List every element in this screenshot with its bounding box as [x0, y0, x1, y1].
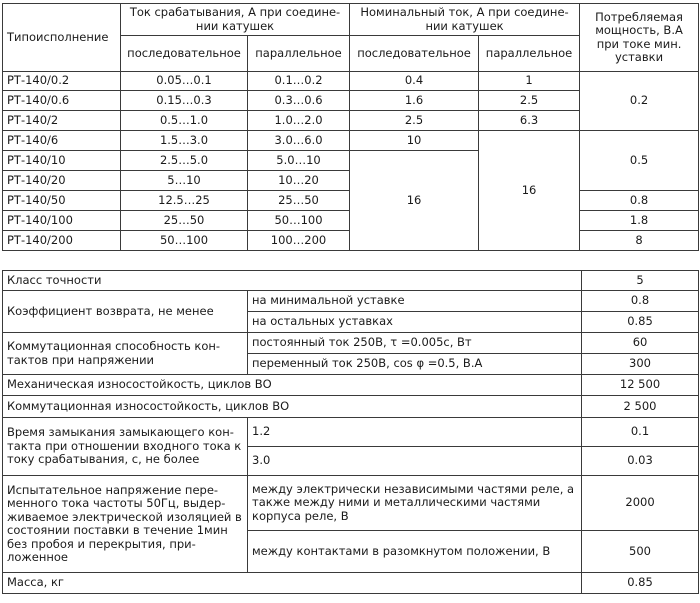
mass-value: 0.85 — [582, 573, 699, 594]
test-voltage-label: Испытательное напряжение пере-менного тока частоты 50Гц, выдер-живаемое электрической изоляцией в состоянии поставки в течение 1мин без пробоя и перекрытия, при-ложенное — [3, 476, 248, 573]
relay-types-table — [2, 3, 699, 251]
power-cell: 1.8 — [580, 211, 699, 231]
test-parts-value: 2000 — [582, 476, 699, 531]
switching-dc-label: постоянный ток 250В, τ =0.005с, Вт — [248, 333, 582, 354]
trip-parallel-cell: 0.1…0.2 — [248, 72, 350, 91]
header-nominal-parallel: параллельное — [479, 36, 580, 72]
header-trip-current: Ток срабатывания, А при соедине-нии катушек — [121, 4, 350, 36]
trip-parallel-cell: 0.3…0.6 — [248, 91, 350, 111]
trip-series-cell: 25…50 — [121, 211, 248, 231]
switching-dc-value: 60 — [582, 333, 699, 354]
trip-parallel-cell: 25…50 — [248, 191, 350, 211]
header-nominal-series: последовательное — [350, 36, 479, 72]
return-other-value: 0.85 — [582, 312, 699, 333]
table-row — [3, 418, 699, 447]
trip-series-cell: 2.5…5.0 — [121, 151, 248, 171]
nominal-parallel-cell: 2.5 — [479, 91, 580, 111]
power-cell: 0.2 — [580, 72, 699, 131]
table-row — [3, 291, 699, 312]
closing-ratio-1: 1.2 — [248, 418, 582, 447]
accuracy-value: 5 — [582, 271, 699, 291]
closing-ratio-2: 3.0 — [248, 447, 582, 476]
trip-parallel-cell: 5.0…10 — [248, 151, 350, 171]
table-row — [3, 271, 699, 291]
return-other-label: на остальных уставках — [248, 312, 582, 333]
trip-series-cell: 1.5…3.0 — [121, 131, 248, 151]
trip-series-cell: 0.15…0.3 — [121, 91, 248, 111]
type-cell: РТ-140/100 — [3, 211, 121, 231]
switching-wear-value: 2 500 — [582, 396, 699, 418]
test-parts-label: между электрически независимыми частями реле, а также между ними и металлическими частями корпуса реле, В — [248, 476, 582, 531]
closing-time-label: Время замыкания замыкающего кон-такта при отношении входного тока к току срабатывания, с, не более — [3, 418, 248, 476]
trip-parallel-cell: 3.0…6.0 — [248, 131, 350, 151]
trip-parallel-cell: 50…100 — [248, 211, 350, 231]
trip-series-cell: 5…10 — [121, 171, 248, 191]
closing-value-1: 0.1 — [582, 418, 699, 447]
trip-series-cell: 0.5…1.0 — [121, 111, 248, 131]
trip-series-cell: 12.5…25 — [121, 191, 248, 211]
header-trip-parallel: параллельное — [248, 36, 350, 72]
type-cell: РТ-140/50 — [3, 191, 121, 211]
power-cell: 8 — [580, 231, 699, 251]
return-min-label: на минимальной уставке — [248, 291, 582, 312]
header-nominal-current: Номинальный ток, А при соедине-нии катушек — [350, 4, 580, 36]
return-coefficient-label: Коэффициент возврата, не менее — [3, 291, 248, 333]
nominal-series-cell: 10 — [350, 131, 479, 151]
nominal-series-cell: 0.4 — [350, 72, 479, 91]
table-row — [3, 396, 699, 418]
switching-capacity-label: Коммутационная способность кон-тактов при напряжении — [3, 333, 248, 375]
return-min-value: 0.8 — [582, 291, 699, 312]
nominal-parallel-cell: 1 — [479, 72, 580, 91]
header-power: Потребляемая мощность, В.А при токе мин. уставки — [580, 4, 699, 72]
table-row — [3, 375, 699, 396]
type-cell: РТ-140/10 — [3, 151, 121, 171]
nominal-parallel-merged-cell: 16 — [479, 131, 580, 251]
table-row — [3, 131, 699, 151]
table-row — [3, 333, 699, 354]
table-row — [3, 476, 699, 531]
mechanical-wear-label: Механическая износостойкость, циклов ВО — [3, 375, 582, 396]
header-trip-series: последовательное — [121, 36, 248, 72]
trip-parallel-cell: 100…200 — [248, 231, 350, 251]
trip-series-cell: 0.05…0.1 — [121, 72, 248, 91]
relay-specs-table — [2, 270, 699, 594]
accuracy-label: Класс точности — [3, 271, 582, 291]
switching-ac-label: переменный ток 250В, cos φ =0.5, В.А — [248, 354, 582, 375]
type-cell: РТ-140/6 — [3, 131, 121, 151]
table-row — [3, 573, 699, 594]
table-row — [3, 72, 699, 91]
type-cell: РТ-140/0.2 — [3, 72, 121, 91]
header-type: Типоисполнение — [3, 4, 121, 72]
trip-parallel-cell: 10…20 — [248, 171, 350, 191]
test-contacts-value: 500 — [582, 531, 699, 573]
nominal-parallel-cell: 6.3 — [479, 111, 580, 131]
nominal-series-cell: 2.5 — [350, 111, 479, 131]
switching-ac-value: 300 — [582, 354, 699, 375]
power-cell: 0.8 — [580, 191, 699, 211]
closing-value-2: 0.03 — [582, 447, 699, 476]
mechanical-wear-value: 12 500 — [582, 375, 699, 396]
test-contacts-label: между контактами в разомкнутом положении, В — [248, 531, 582, 573]
type-cell: РТ-140/20 — [3, 171, 121, 191]
nominal-series-merged-cell: 16 — [350, 151, 479, 251]
type-cell: РТ-140/200 — [3, 231, 121, 251]
nominal-series-cell: 1.6 — [350, 91, 479, 111]
type-cell: РТ-140/2 — [3, 111, 121, 131]
power-cell: 0.5 — [580, 131, 699, 191]
mass-label: Масса, кг — [3, 573, 582, 594]
trip-series-cell: 50…100 — [121, 231, 248, 251]
type-cell: РТ-140/0.6 — [3, 91, 121, 111]
trip-parallel-cell: 1.0…2.0 — [248, 111, 350, 131]
switching-wear-label: Коммутационная износостойкость, циклов ВО — [3, 396, 582, 418]
